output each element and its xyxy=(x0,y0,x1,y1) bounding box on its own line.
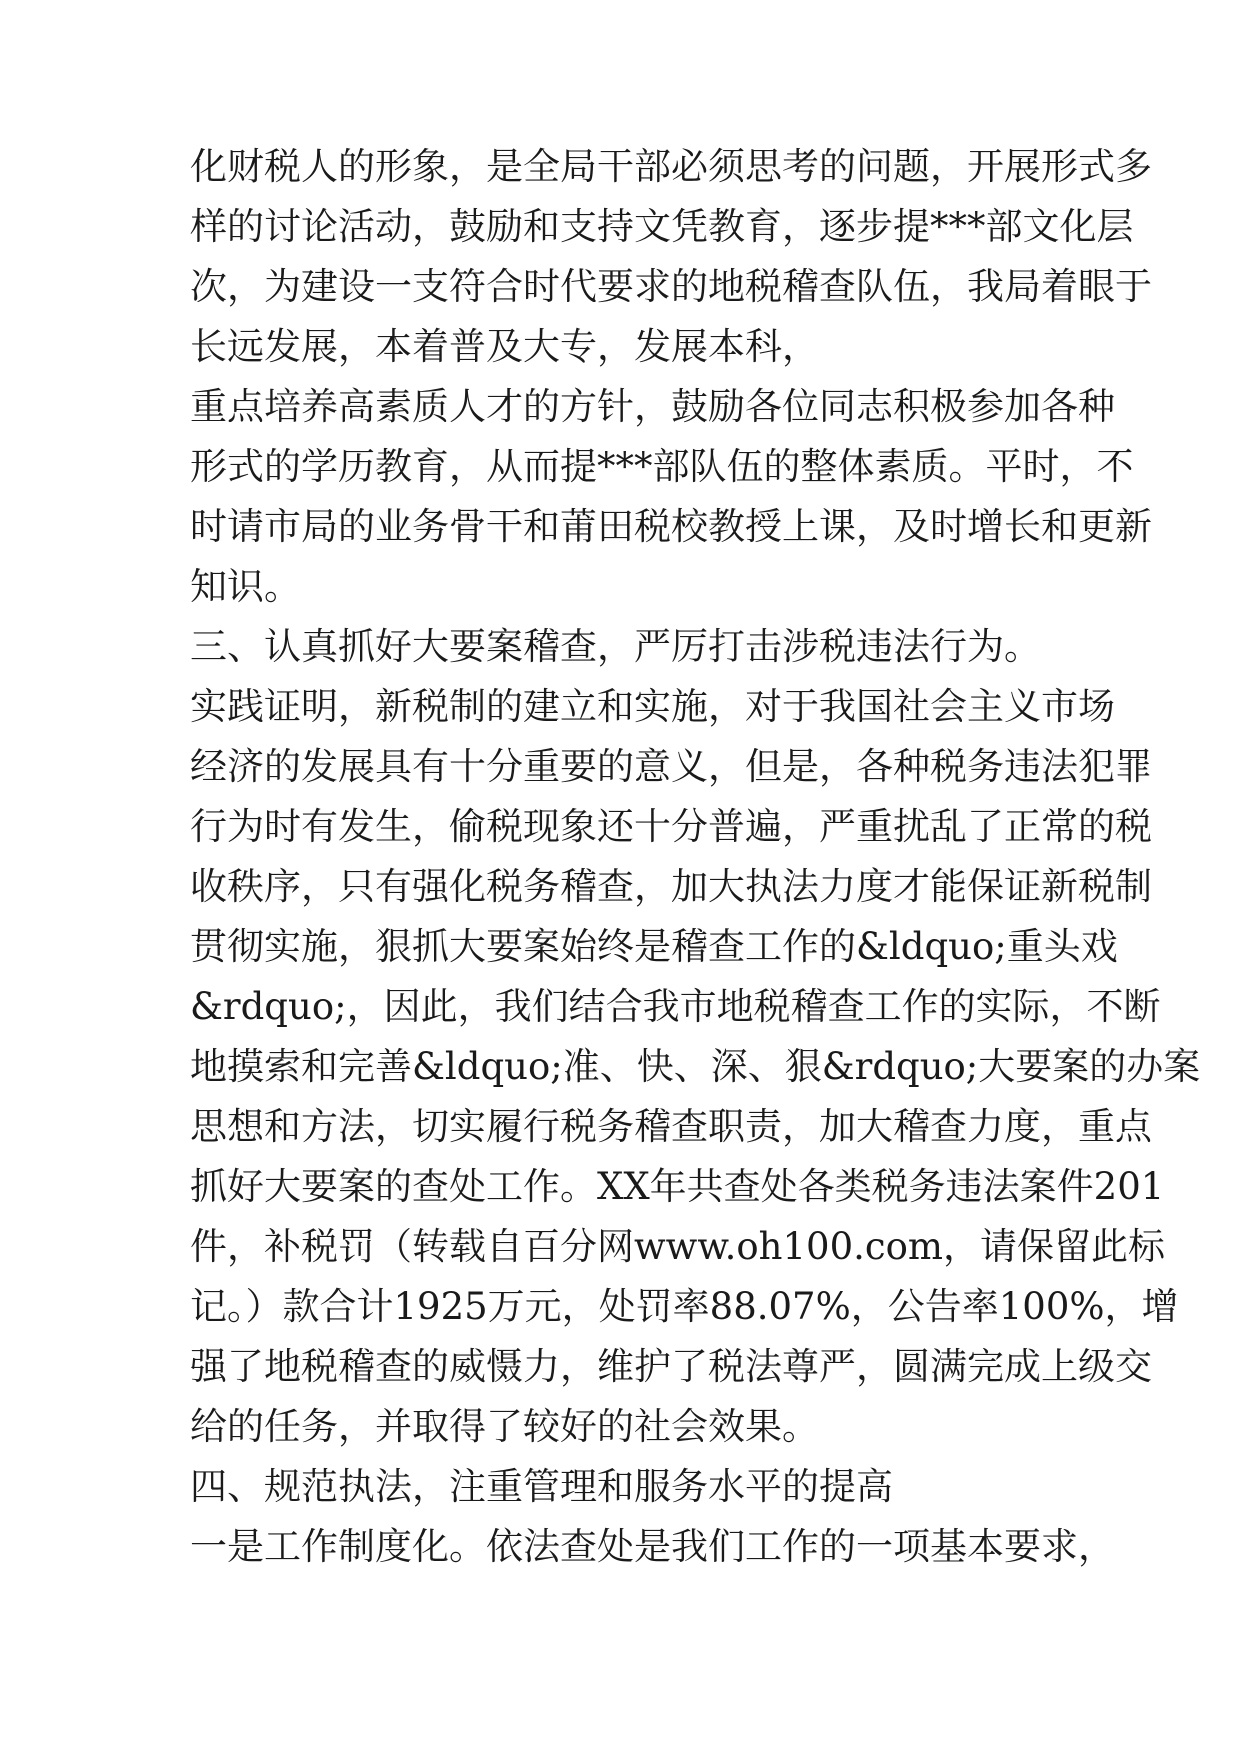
text-line: 样的讨论活动，鼓励和支持文凭教育，逐步提***部文化层 xyxy=(190,205,1134,248)
section-heading: 三、认真抓好大要案稽查，严厉打击涉税违法行为。 xyxy=(190,625,1041,668)
text-line: 形式的学历教育，从而提***部队伍的整体素质。平时，不 xyxy=(190,445,1134,488)
text-line: 一是工作制度化。依法查处是我们工作的一项基本要求， xyxy=(190,1525,1115,1568)
text-line: 给的任务，并取得了较好的社会效果。 xyxy=(190,1405,819,1448)
text-line: 经济的发展具有十分重要的意义，但是，各种税务违法犯罪 xyxy=(190,745,1152,788)
text-line: 贯彻实施，狠抓大要案始终是稽查工作的&ldquo;重头戏 xyxy=(190,925,1118,968)
text-line: 强了地税稽查的威慑力，维护了税法尊严，圆满完成上级交 xyxy=(190,1345,1152,1388)
text-line: 次，为建设一支符合时代要求的地税稽查队伍，我局着眼于 xyxy=(190,265,1152,308)
text-line: 重点培养高素质人才的方针，鼓励各位同志积极参加各种 xyxy=(190,385,1115,428)
text-line: 化财税人的形象，是全局干部必须思考的问题，开展形式多 xyxy=(190,145,1152,188)
text-line: 知识。 xyxy=(190,565,301,608)
text-line: 地摸索和完善&ldquo;准、快、深、狠&rdquo;大要案的办案 xyxy=(190,1045,1201,1088)
text-line: 实践证明，新税制的建立和实施，对于我国社会主义市场 xyxy=(190,685,1115,728)
section-heading: 四、规范执法，注重管理和服务水平的提高 xyxy=(190,1465,893,1508)
text-line: &rdquo;，因此，我们结合我市地税稽查工作的实际，不断 xyxy=(190,985,1161,1028)
text-line: 思想和方法，切实履行税务稽查职责，加大稽查力度，重点 xyxy=(190,1105,1152,1148)
text-line: 抓好大要案的查处工作。XX年共查处各类税务违法案件201 xyxy=(190,1165,1165,1208)
text-line: 件，补税罚（转载自百分网www.oh100.com，请保留此标 xyxy=(190,1225,1165,1268)
text-line: 记。）款合计1925万元，处罚率88.07%，公告率100%，增 xyxy=(190,1285,1179,1328)
text-line: 长远发展，本着普及大专，发展本科， xyxy=(190,325,819,368)
text-line: 时请市局的业务骨干和莆田税校教授上课，及时增长和更新 xyxy=(190,505,1152,548)
text-line: 收秩序，只有强化税务稽查，加大执法力度才能保证新税制 xyxy=(190,865,1152,908)
text-line: 行为时有发生，偷税现象还十分普遍，严重扰乱了正常的税 xyxy=(190,805,1152,848)
